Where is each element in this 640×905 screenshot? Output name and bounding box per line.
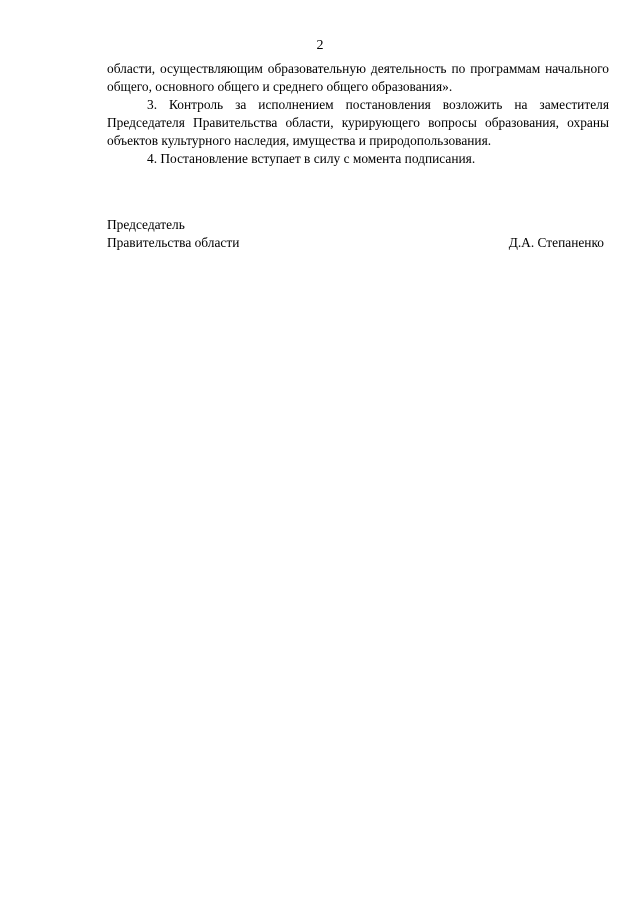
signature-title: Председатель (107, 217, 185, 232)
paragraph-continuation: области, осуществляющим образовательную деятельность по программам начального общего, основного общего и среднего общего образования». (107, 61, 609, 94)
signature-title-line-2 (107, 234, 604, 252)
paragraph-item-4: 4. Постановление вступает в силу с момента подписания. (147, 151, 476, 166)
paragraph-item-3: 3. Контроль за исполнением постановления возложить на заместителя Председателя Правительства области, курирующего вопросы образования, охраны объектов культурного наследия, имущества и природопользования. (107, 97, 609, 148)
signature-title-line-1 (107, 216, 604, 234)
signature-block (107, 216, 604, 252)
document-body (107, 60, 609, 168)
signatory-name: Д.А. Степаненко (508, 235, 604, 250)
page-number: 2 (316, 38, 324, 53)
signature-position: Правительства области (107, 235, 240, 250)
